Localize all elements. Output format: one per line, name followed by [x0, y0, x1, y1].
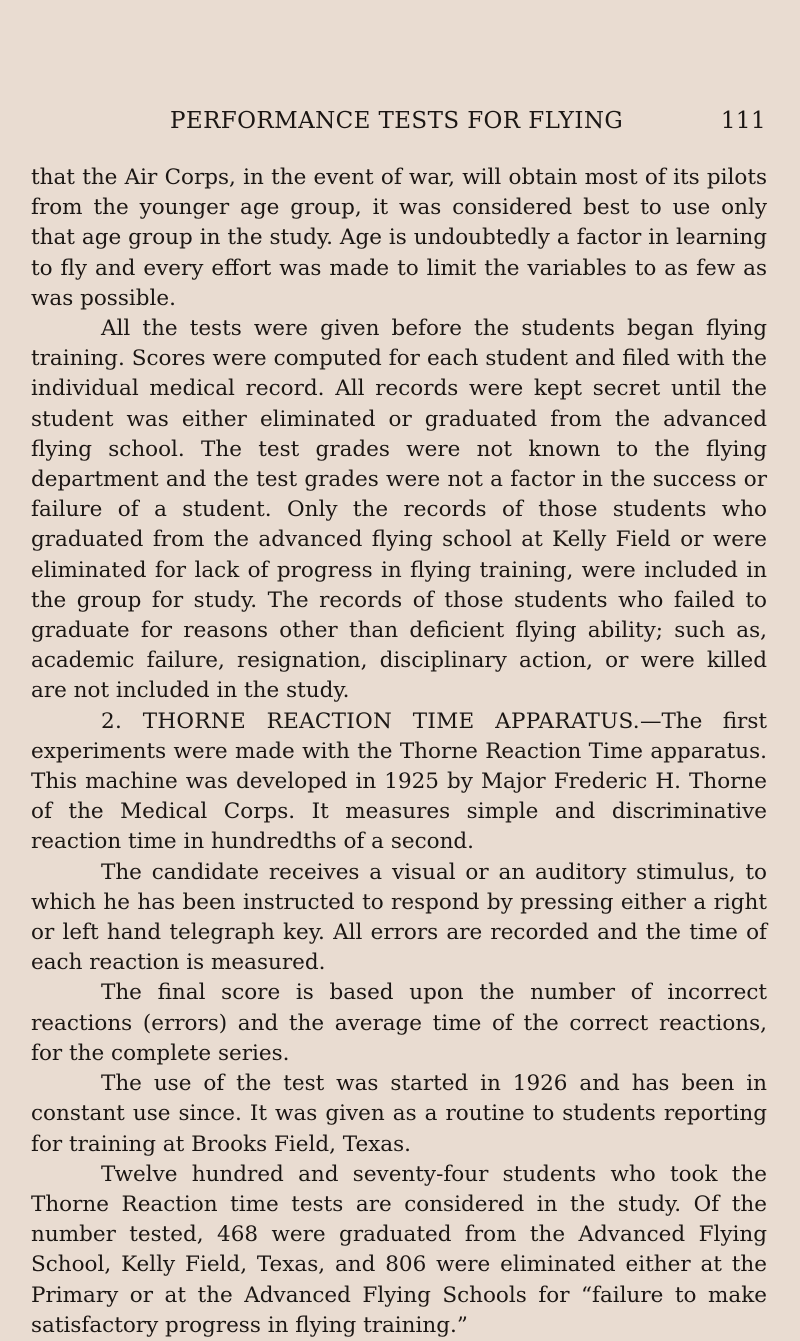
body-text: [31, 163, 767, 1341]
section-text: —The first experiments were made with the Thorne Reaction Time apparatus. This machine was developed in 1925 by Major Frederic H. Thorne of the Medical Corps. It measures simple and discriminative reaction time in hundredths of a second.: [31, 708, 767, 855]
paragraph-students-tested: Twelve hundred and seventy-four students who took the Thorne Reaction time tests are considered in the study. Of the number tested, 468 were graduated from the Advanced Flying School, Kelly Field, Texas, and 806 were eliminated either at the Primary or at the Advanced Flying Schools for “failure to make satisfactory progress in flying training.”: [31, 1161, 767, 1338]
page-number: 111: [720, 108, 766, 134]
paragraph-test-procedure: All the tests were given before the students began flying training. Scores were computed for each student and filed with the individual medical record. All records were kept secret until the student was either eliminated or graduated from the advanced flying school. The test grades were not known to the flying department and the test grades were not a factor in the success or failure of a student. Only the records of those students who graduated from the advanced flying school at Kelly Field or were eliminated for lack of progress in flying training, were included in the group for study. The records of those students who failed to graduate for reasons other than deficient flying ability; such as, academic failure, resignation, disciplinary action, or were killed are not included in the study.: [31, 316, 767, 704]
paragraph-test-history: The use of the test was started in 1926 and has been in constant use since. It was given as a routine to students reporting for training at Brooks Field, Texas.: [31, 1071, 767, 1157]
paragraph-continued: that the Air Corps, in the event of war, will obtain most of its pilots from the younger age group, it was considered best to use only that age group in the study. Age is undoubtedly a factor in learning to fly and every effort was made to limit the variables to as few as was possible.: [31, 165, 767, 311]
running-title: PERFORMANCE TESTS FOR FLYING: [170, 108, 624, 134]
paragraph-thorne-apparatus: [31, 707, 767, 858]
paragraph-stimulus: The candidate receives a visual or an auditory stimulus, to which he has been instructed to respond by pressing either a right or left hand telegraph key. All errors are recorded and the time of each reaction is measured.: [31, 859, 767, 976]
section-heading: 2. THORNE REACTION TIME APPARATUS.: [101, 708, 640, 734]
paragraph-final-score: The final score is based upon the number of incorrect reactions (errors) and the average time of the correct reactions, for the complete series.: [31, 980, 767, 1066]
running-head: [170, 106, 766, 136]
